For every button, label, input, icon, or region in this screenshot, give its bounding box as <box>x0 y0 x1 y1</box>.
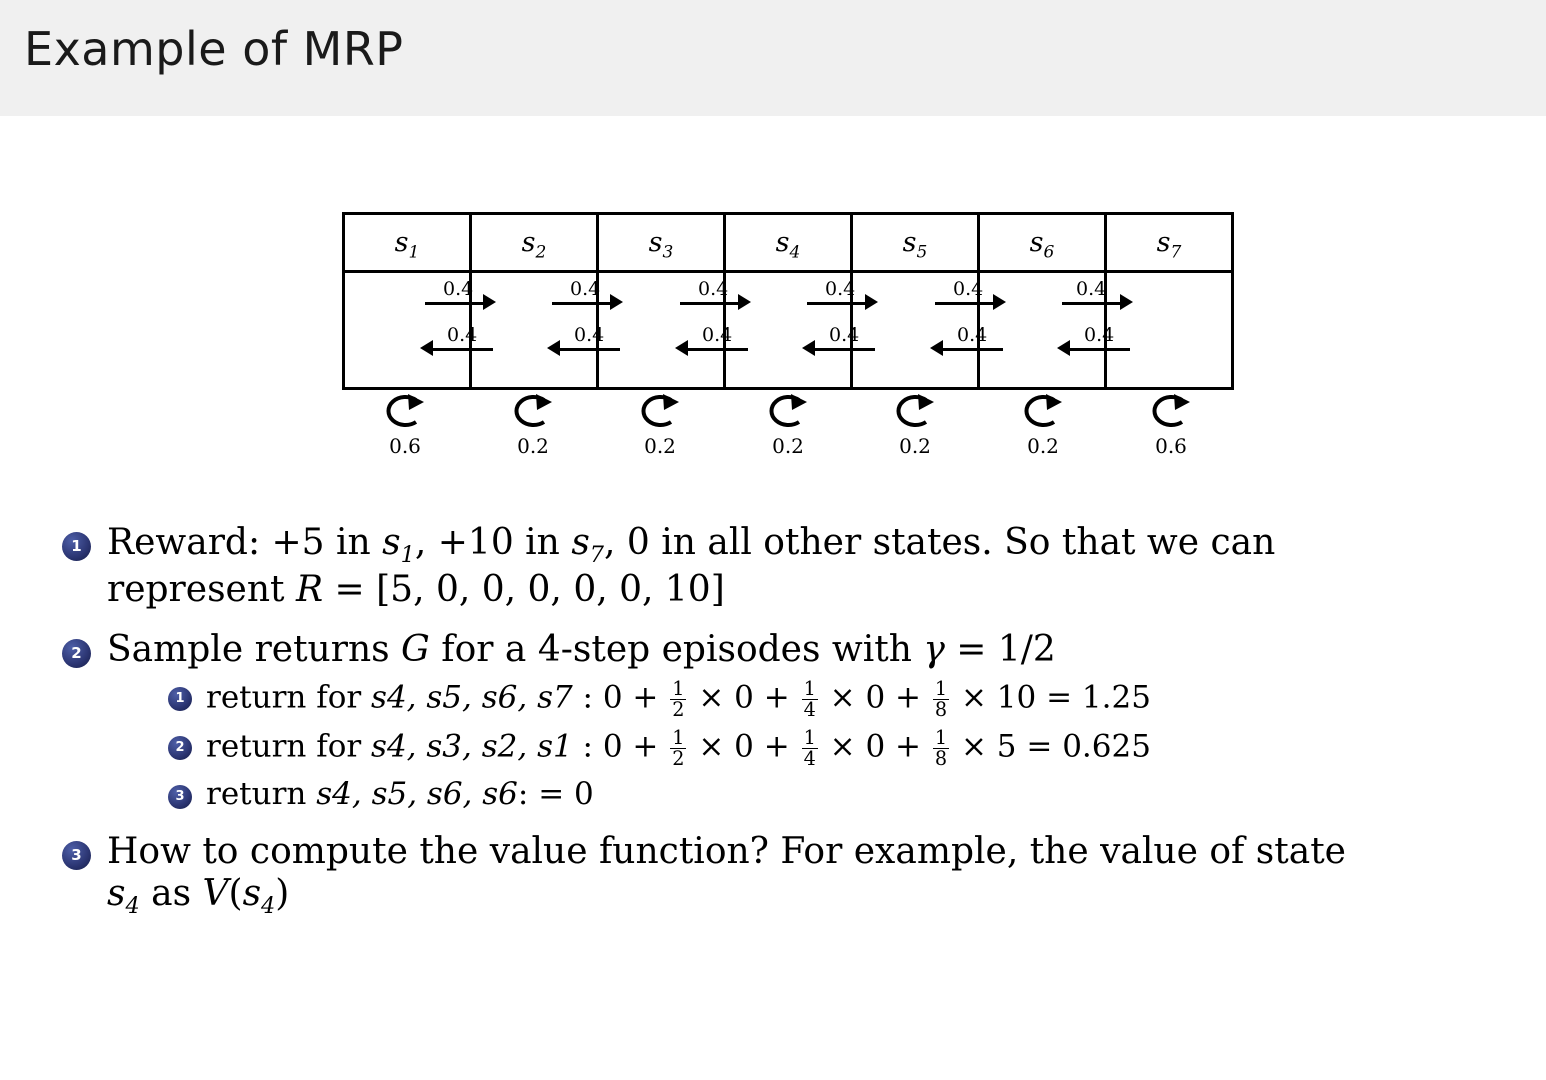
subbullet-number-badge: 2 <box>168 736 192 760</box>
bullet-text <box>107 627 1056 671</box>
subbullet-text-part: return for <box>206 679 372 716</box>
fraction: $\frac{1}{2}$ <box>672 676 685 721</box>
bullet-text-part: represent <box>107 569 296 611</box>
bullet-text-part: ) <box>275 872 290 914</box>
subbullet-item-return-3 <box>168 775 1546 813</box>
state-label: $s_6$ <box>1029 227 1055 263</box>
transition-group <box>1062 278 1152 360</box>
self-loop-prob: 0.2 <box>772 434 804 458</box>
fraction: $\frac{1}{4}$ <box>803 725 816 771</box>
mrp-chain-diagram <box>0 212 1546 462</box>
state-label: $s_4$ <box>775 227 801 263</box>
forward-prob-label: 0.4 <box>698 278 729 300</box>
subbullet-text <box>206 677 1151 720</box>
bullet-number-badge: 1 <box>62 532 91 561</box>
bullet-text-part: = 1/2 <box>944 628 1056 670</box>
state-symbol: s <box>382 522 401 563</box>
fraction: $\frac{1}{8}$ <box>934 676 948 721</box>
self-loop-prob: 0.2 <box>899 434 931 458</box>
state-label: $s_7$ <box>1156 227 1182 263</box>
self-loop-prob: 0.6 <box>389 434 421 458</box>
slide-body <box>0 520 1546 926</box>
bullet-text-part: ( <box>228 872 243 914</box>
state-symbol: s <box>107 872 126 914</box>
subbullet-number-badge: 1 <box>168 687 192 711</box>
self-loop-prob: 0.2 <box>517 434 549 458</box>
subbullet-item-return-2 <box>168 726 1546 769</box>
gamma-symbol: γ <box>923 628 945 670</box>
subbullet-text-part: × 0 + <box>819 728 931 765</box>
episode-states: s4, s3, s2, s1 <box>371 728 573 765</box>
self-loop <box>378 390 432 458</box>
reward-vector-symbol: R <box>295 569 324 611</box>
bullet-item-reward <box>62 520 1546 611</box>
forward-prob-label: 0.4 <box>825 278 856 300</box>
state-label: $s_5$ <box>902 227 928 263</box>
self-loop-prob: 0.2 <box>1027 434 1059 458</box>
backward-prob-label: 0.4 <box>957 324 988 346</box>
subbullet-text-part: × 5 = 0.625 <box>951 728 1151 765</box>
subbullet-text-part: × 0 + <box>688 728 800 765</box>
subbullet-text-part: return for <box>206 728 372 765</box>
return-symbol: G <box>401 628 430 670</box>
state-label: $s_2$ <box>521 227 547 263</box>
subbullet-text-part: : 0 + <box>572 728 669 765</box>
bullet-text <box>107 520 1275 611</box>
state-subscript: 4 <box>125 893 140 920</box>
subbullet-text-part: : 0 + <box>572 679 669 716</box>
self-loop-prob: 0.6 <box>1155 434 1187 458</box>
self-loop <box>888 390 942 458</box>
self-loop <box>633 390 687 458</box>
backward-prob-label: 0.4 <box>1084 324 1115 346</box>
slide-title-bar <box>0 0 1546 116</box>
reward-vector-value: = [5, 0, 0, 0, 0, 0, 10] <box>323 569 725 611</box>
state-symbol: s <box>242 872 262 914</box>
bullet-text-part: Sample returns <box>107 628 402 670</box>
forward-prob-label: 0.4 <box>1076 278 1107 300</box>
state-label: $s_3$ <box>648 227 674 263</box>
subbullet-text-part: return <box>206 776 317 813</box>
page-title: Example of MRP <box>24 22 404 76</box>
episode-states: s4, s5, s6, s7 <box>371 679 573 716</box>
transition-group <box>935 278 1025 360</box>
backward-prob-label: 0.4 <box>702 324 733 346</box>
value-function-symbol: V <box>202 872 229 914</box>
backward-prob-label: 0.4 <box>574 324 605 346</box>
bullet-text-part: as <box>139 872 203 914</box>
bullet-text-part: , +10 in <box>414 522 572 563</box>
transition-group <box>552 278 642 360</box>
bullet-text-part: , 0 in all other states. So that we can <box>604 522 1276 563</box>
bullet-text-part: Reward: <box>107 522 272 563</box>
subbullet-text-part: × 0 + <box>688 679 800 716</box>
forward-prob-label: 0.4 <box>953 278 984 300</box>
self-loop <box>1144 390 1198 458</box>
backward-prob-label: 0.4 <box>447 324 478 346</box>
self-loop <box>506 390 560 458</box>
bullet-text-part: How to compute the value function? For example, the value of state <box>107 831 1346 873</box>
transition-group <box>680 278 770 360</box>
bullet-item-sample-returns <box>62 627 1546 671</box>
subbullet-text-part: : = 0 <box>517 776 594 813</box>
subbullet-text-part: × 0 + <box>819 679 931 716</box>
state-subscript: 4 <box>261 893 276 920</box>
bullet-text-part: for a 4-step episodes with <box>429 628 924 670</box>
subbullet-number-badge: 3 <box>168 785 192 809</box>
state-subscript: 7 <box>589 542 604 569</box>
state-label: $s_1$ <box>394 227 420 263</box>
subbullet-text <box>206 775 594 813</box>
bullet-item-value-function <box>62 829 1546 920</box>
fraction: $\frac{1}{8}$ <box>934 725 948 771</box>
backward-prob-label: 0.4 <box>829 324 860 346</box>
subbullet-item-return-1 <box>168 677 1546 720</box>
subbullet-text-part: × 10 = 1.25 <box>951 679 1151 716</box>
episode-states: s4, s5, s6, s6 <box>316 776 518 813</box>
fraction: $\frac{1}{2}$ <box>672 725 685 771</box>
forward-prob-label: 0.4 <box>443 278 474 300</box>
bullet-text <box>107 829 1346 920</box>
transition-group <box>807 278 897 360</box>
self-loop-prob: 0.2 <box>644 434 676 458</box>
forward-prob-label: 0.4 <box>570 278 601 300</box>
bullet-text-part: +5 in <box>271 522 383 563</box>
bullet-number-badge: 2 <box>62 639 91 668</box>
fraction: $\frac{1}{4}$ <box>803 676 816 721</box>
bullet-number-badge: 3 <box>62 841 91 870</box>
subbullet-text <box>206 726 1151 769</box>
self-loop <box>1016 390 1070 458</box>
state-symbol: s <box>571 522 590 563</box>
state-subscript: 1 <box>400 542 415 569</box>
chain-row-divider <box>342 270 1234 273</box>
self-loop <box>761 390 815 458</box>
transition-group <box>425 278 515 360</box>
